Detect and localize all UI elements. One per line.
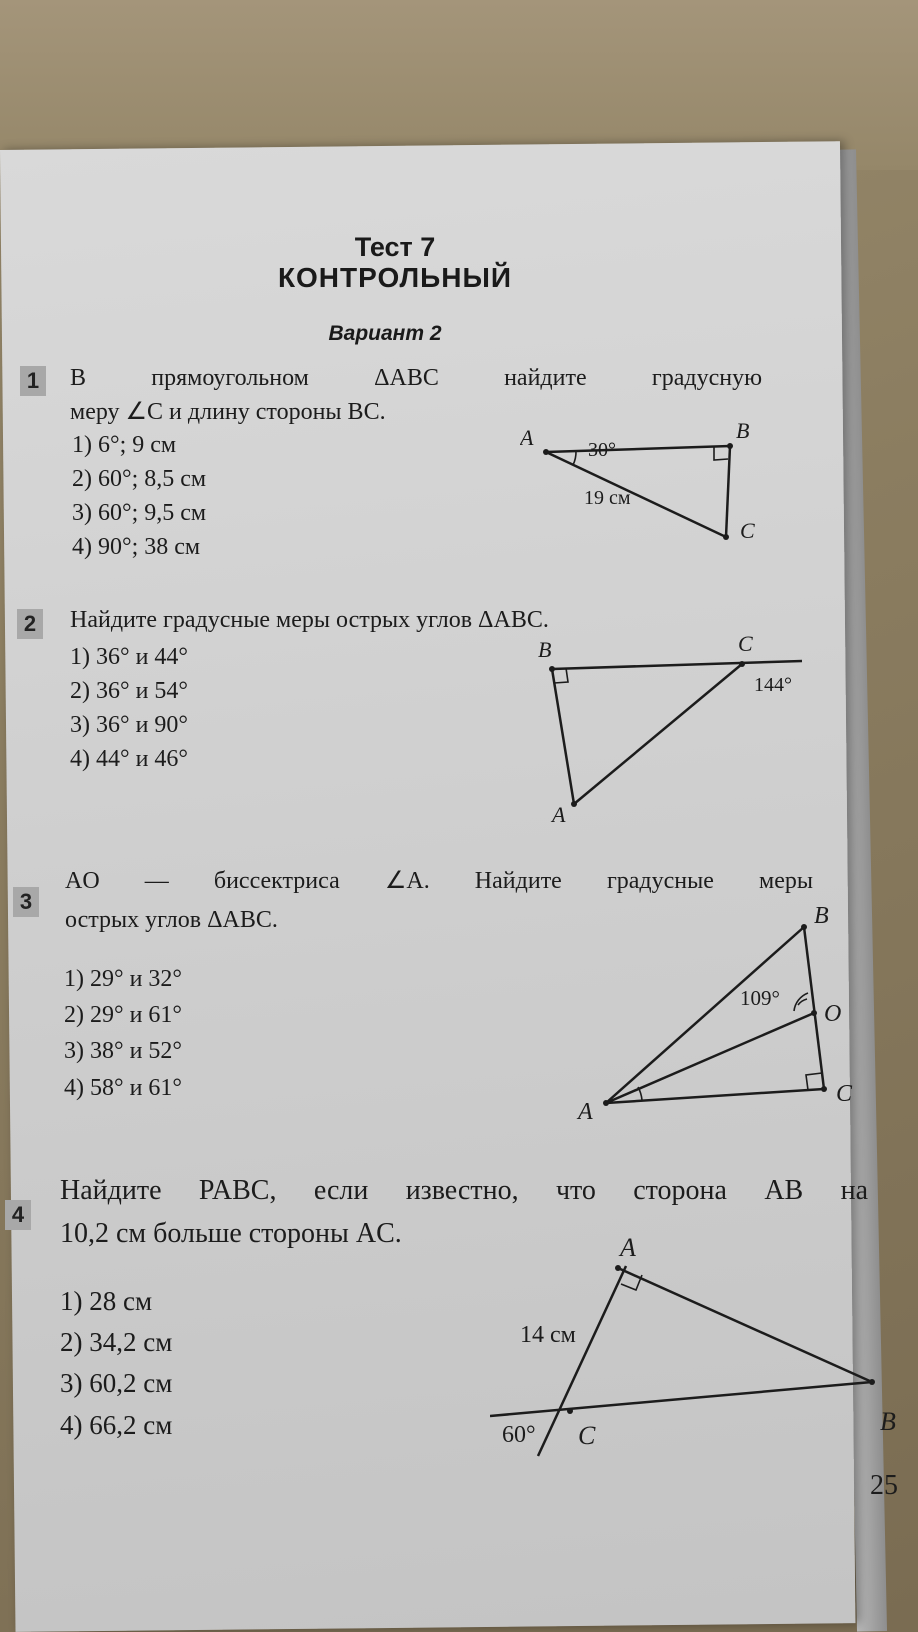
question-2-option-3[interactable]: 3) 36° и 90°: [70, 712, 189, 738]
question-1-text-line2: меру ∠C и длину стороны BC.: [70, 399, 386, 425]
question-number-3: 3: [13, 887, 39, 917]
question-3-text-line2: острых углов ΔABC.: [65, 907, 278, 933]
question-3-option-1[interactable]: 1) 29° и 32°: [64, 966, 183, 992]
test-title: Тест 7: [354, 232, 436, 262]
question-3-text-line1: AO — биссектриса ∠A. Найдите градусные меры: [65, 868, 813, 894]
question-2-option-2[interactable]: 2) 36° и 54°: [70, 678, 189, 704]
variant-label: Вариант 2: [328, 322, 442, 345]
question-4-text-line2: 10,2 см больше стороны AC.: [60, 1218, 402, 1249]
question-1-option-1[interactable]: 1) 6°; 9 см: [72, 432, 177, 458]
question-3-option-2[interactable]: 2) 29° и 61°: [64, 1002, 183, 1028]
fig3-angle-label: 109°: [740, 986, 780, 1010]
question-number-4: 4: [5, 1200, 31, 1230]
fig4-angle-label: 60°: [502, 1422, 536, 1448]
test-subtitle: КОНТРОЛЬНЫЙ: [277, 262, 513, 293]
fig3-label-b: B: [814, 905, 829, 929]
fig1-label-a: A: [520, 425, 534, 450]
question-number-2: 2: [17, 609, 43, 639]
page-number: 25: [870, 1470, 898, 1501]
fig4-side-label: 14 см: [520, 1322, 576, 1348]
fig2-label-b: B: [538, 637, 552, 662]
question-1-text-line1: В прямоугольном ΔABC найдите градусную: [70, 365, 762, 391]
fig4-label-c: C: [578, 1421, 596, 1450]
question-4-option-4[interactable]: 4) 66,2 см: [60, 1410, 173, 1440]
question-4-option-2[interactable]: 2) 34,2 см: [60, 1327, 173, 1357]
question-2-option-4[interactable]: 4) 44° и 46°: [70, 746, 189, 772]
question-3-option-3[interactable]: 3) 38° и 52°: [64, 1038, 183, 1064]
question-2-text-line1: Найдите градусные меры острых углов ΔABC.: [70, 607, 549, 633]
fig2-label-a: A: [552, 802, 566, 825]
fig4-label-b: B: [880, 1407, 896, 1436]
figure-4: [490, 1220, 910, 1470]
fig2-angle-label: 144°: [754, 674, 792, 696]
figure-3: [570, 905, 860, 1125]
fig1-angle-label: 30°: [588, 439, 616, 461]
question-3-option-4[interactable]: 4) 58° и 61°: [64, 1075, 183, 1101]
fig1-label-c: C: [740, 518, 755, 543]
figure-2: [530, 635, 820, 825]
fig3-label-o: O: [824, 1001, 842, 1027]
question-4-option-1[interactable]: 1) 28 см: [60, 1286, 153, 1316]
question-4-option-3[interactable]: 3) 60,2 см: [60, 1368, 173, 1398]
fig2-label-c: C: [738, 635, 753, 656]
fig1-side-label: 19 см: [584, 487, 631, 509]
fig1-label-b: B: [736, 418, 750, 443]
question-2-option-1[interactable]: 1) 36° и 44°: [70, 644, 189, 670]
question-1-option-3[interactable]: 3) 60°; 9,5 см: [72, 500, 207, 526]
fig3-label-c: C: [836, 1081, 853, 1107]
question-4-text-line1: Найдите PABC, если известно, что сторона AB на: [60, 1175, 868, 1206]
fig3-label-a: A: [578, 1099, 593, 1125]
question-1-option-2[interactable]: 2) 60°; 8,5 см: [72, 466, 207, 492]
question-1-option-4[interactable]: 4) 90°; 38 см: [72, 534, 201, 560]
figure-1: [520, 410, 780, 550]
question-number-1: 1: [20, 366, 46, 396]
fig4-label-a: A: [620, 1233, 636, 1262]
